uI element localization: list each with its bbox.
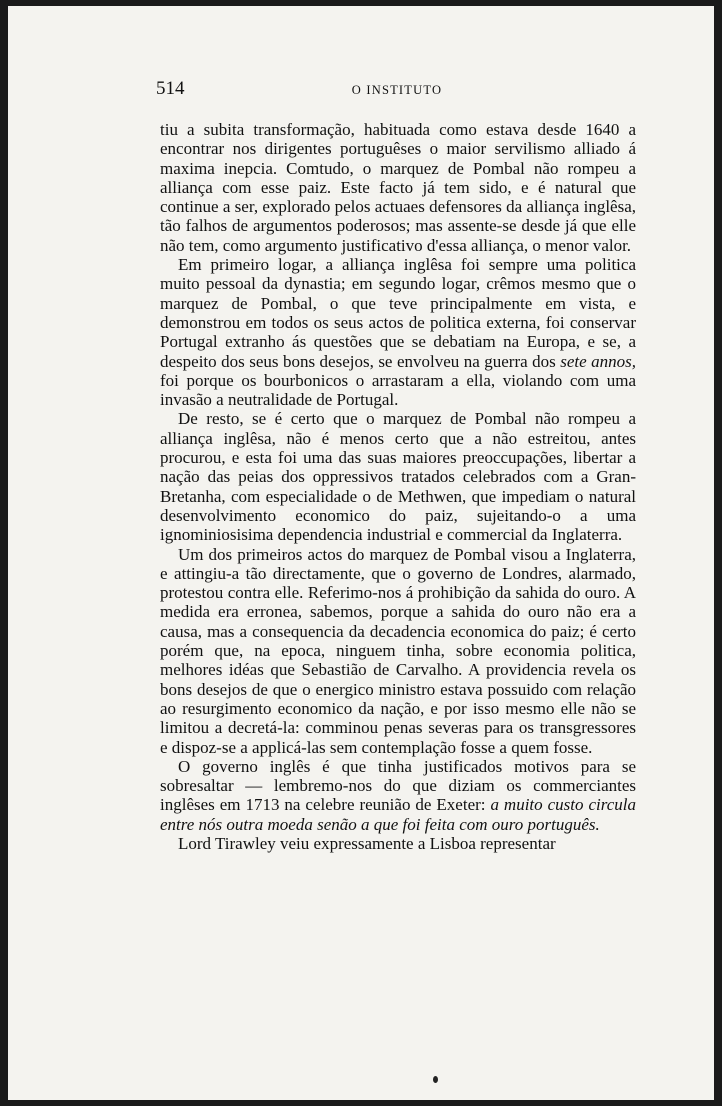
italic-quote: a muito custo circula entre nós outra moeda senão a que foi feita com ouro português. xyxy=(160,795,636,834)
paragraph-text: Em primeiro logar, a alliança inglêsa foi sempre uma politica muito pessoal da dynastia; em segundo logar, crêmos mesmo que o marquez de Pombal, o que teve principalmente em vista, e demonstrou em todos os seus actos de politica externa, foi conservar Portugal extranho ás questões que se debatiam na Europa, e se, a despeito dos seus bons desejos, se envolveu na guerra dos xyxy=(160,255,636,371)
body-text xyxy=(160,120,636,853)
paragraph-4 xyxy=(160,545,636,757)
page-number: 514 xyxy=(156,78,185,99)
paragraph-3 xyxy=(160,409,636,544)
paragraph-text: Lord Tirawley veiu expressamente a Lisboa representar xyxy=(178,833,556,853)
paragraph-text: De resto, se é certo que o marquez de Pombal não rompeu a alliança inglêsa, não é menos certo que a não estreitou, antes procurou, e esta foi uma das suas maiores preoccupações, libertar a nação das peias dos oppressivos tratados celebrados com a Gran-Bretanha, com especialidade o de Methwen, que impediam o natural desenvolvimento economico do paiz, sujeitando-o a uma ignominiosisima dependencia industrial e commercial da Inglaterra. xyxy=(160,409,636,545)
paragraph-2 xyxy=(160,255,636,409)
running-title: O INSTITUTO xyxy=(351,83,443,97)
paragraph-text: foi porque os bourbonicos o arrastaram a ella, violando com uma invasão a neutralidade de Portugal. xyxy=(160,370,636,410)
paragraph-text: O governo inglês é que tinha justificados motivos para se sobresaltar — lembremo-nos do que diziam os commerciantes inglêses em 1713 na celebre reunião de Exeter: xyxy=(160,756,636,815)
document-page xyxy=(8,6,714,1100)
paragraph-text: tiu a subita transformação, habituada como estava desde 1640 a encontrar nos dirigentes portuguêses o maior servilismo alliado á maxima inepcia. Comtudo, o marquez de Pombal não rompeu a alliança com esse paiz. Este facto já tem sido, e é natural que continue a ser, explorado pelos actuaes defensores da alliança inglêsa, tão falhos de argumentos poderosos; mas assente-se desde já que elle não tem, como argumento justificativo d'essa alliança, o menor valor. xyxy=(160,120,636,255)
italic-phrase: sete annos, xyxy=(560,351,637,371)
paragraph-text: Um dos primeiros actos do marquez de Pombal visou a Inglaterra, e attingiu-a tão directamente, que o governo de Londres, alarmado, protestou contra elle. Referimo-nos á prohibição da sahida do ouro. A medida era erronea, sabemos, porque a sahida do ouro não era a causa, mas a consequencia da decadencia economica do paiz; é certo porém que, na epoca, ninguem tinha, sobre economia politica, melhores idéas que Sebastião de Carvalho. A providencia revela os bons desejos de que o energico ministro estava possuido com relação ao resurgimento economico da nação, e por isso mesmo elle não se limitou a decretá-la: comminou penas severas para os transgressores e dispoz-se a applicá-las sem contemplação fosse a quem fosse. xyxy=(160,544,636,757)
paragraph-6 xyxy=(160,834,636,853)
paragraph-5 xyxy=(160,757,636,834)
page-header xyxy=(156,78,638,104)
ink-speck xyxy=(433,1076,438,1083)
paragraph-1 xyxy=(160,120,636,255)
